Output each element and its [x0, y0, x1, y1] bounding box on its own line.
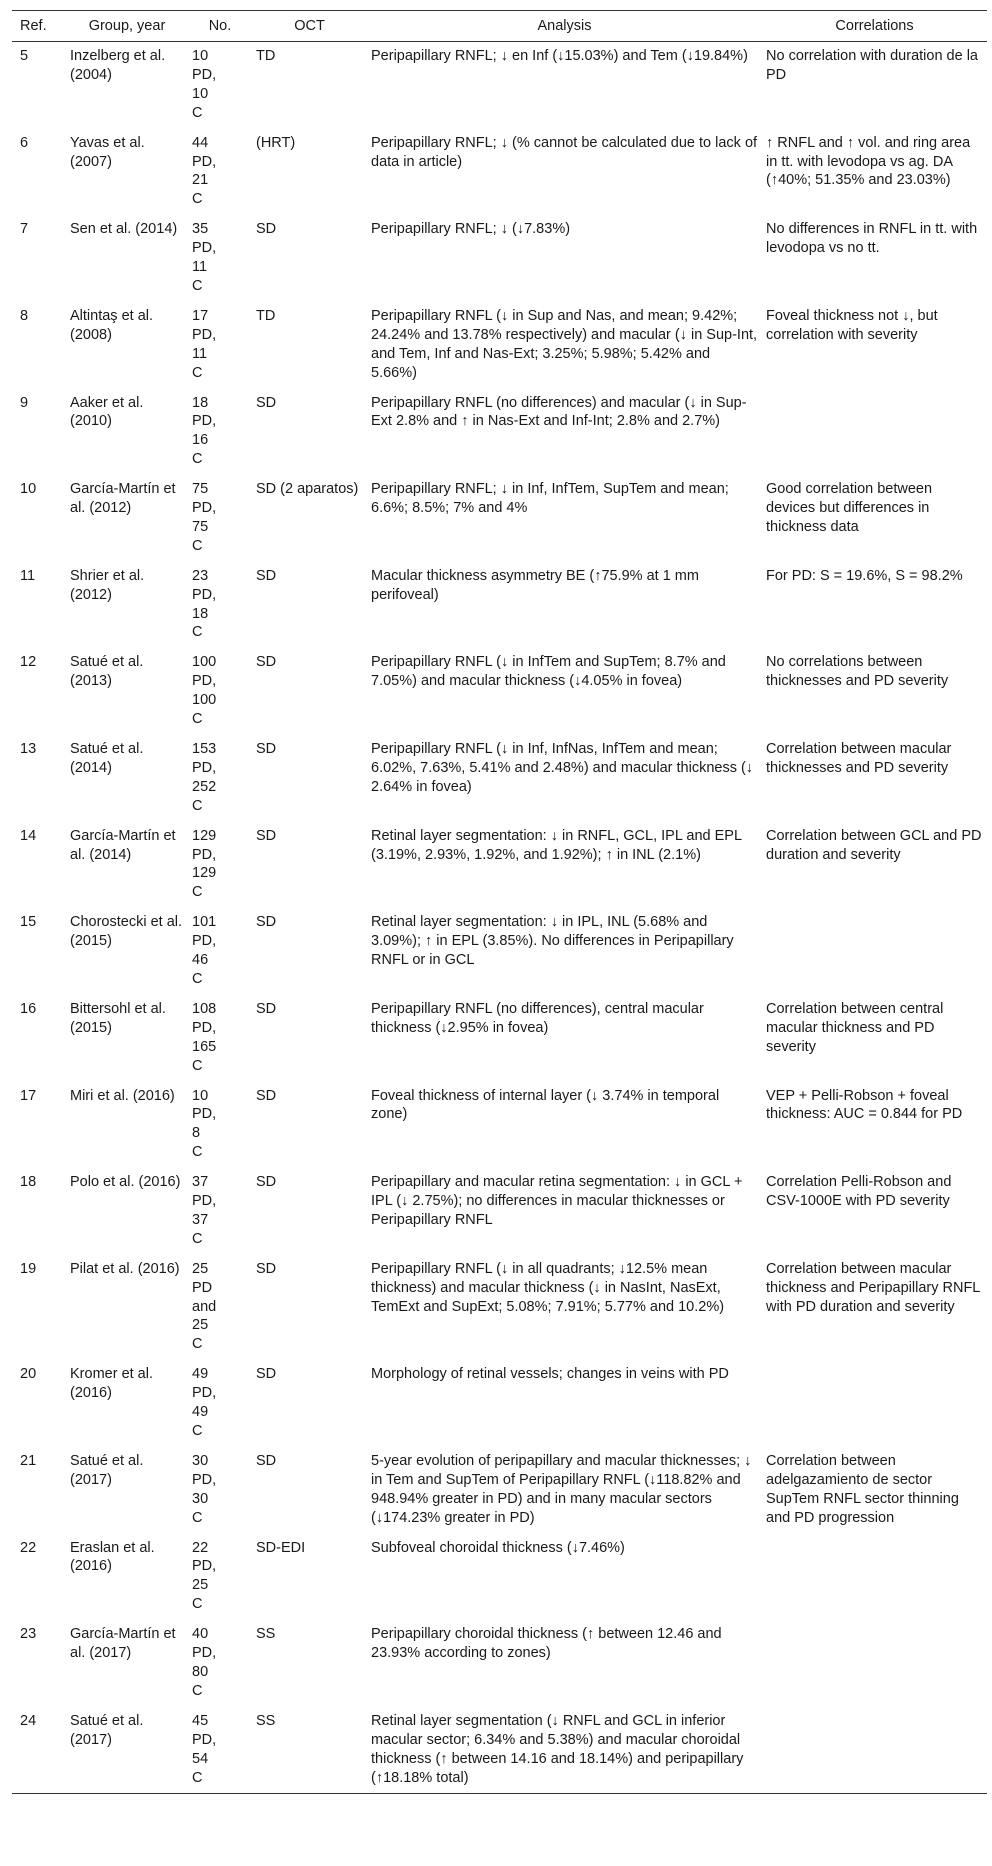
cell-no-line: PD,	[192, 846, 217, 863]
cell-no-line: C	[192, 537, 203, 554]
cell-no-line: C	[192, 1057, 203, 1074]
cell-analysis: Retinal layer segmentation (↓ RNFL and GCL in inferior macular sector; 6.34% and 5.38%) and macular choroidal thickness (↑ between 14.16 and 18.14%) and peripapillary (↑18.18% total)	[371, 1712, 744, 1786]
cell-no	[188, 1082, 252, 1169]
cell-analysis: Peripapillary RNFL (↓ in InfTem and SupTem; 8.7% and 7.05%) and macular thickness (↓4.05% in fovea)	[371, 654, 726, 690]
cell-correlations	[762, 1534, 987, 1621]
cell-no-line: C	[192, 1144, 203, 1161]
cell-no-line: 129	[192, 865, 217, 882]
cell-correlations	[762, 389, 987, 476]
cell-no-line: PD,	[192, 759, 217, 776]
cell-correlations: No differences in RNFL in tt. with levodopa vs no tt.	[766, 221, 978, 257]
table-row	[12, 1360, 987, 1447]
table-row	[12, 1168, 987, 1255]
cell-group-year: Satué et al. (2014)	[70, 741, 144, 776]
cell-no-line: 45	[192, 1712, 209, 1729]
cell-no-line: 25	[192, 1317, 209, 1334]
table-row	[12, 475, 987, 562]
cell-no-line: PD,	[192, 1106, 217, 1123]
header-group-year: Group, year	[66, 11, 188, 42]
table-row	[12, 735, 987, 822]
cell-no-line: PD,	[192, 240, 217, 257]
cell-no-line: C	[192, 1682, 203, 1699]
cell-no	[188, 1447, 252, 1534]
cell-no-line: 165	[192, 1038, 217, 1055]
cell-no	[188, 475, 252, 562]
cell-group-year: García-Martín et al. (2012)	[70, 481, 176, 517]
cell-no-line: C	[192, 1336, 203, 1353]
table-header	[12, 11, 987, 42]
cell-analysis: Peripapillary RNFL (↓ in Inf, InfNas, InfTem and mean; 6.02%, 7.63%, 5.41% and 2.48%) and macular thickness (↓ 2.64% in fovea)	[371, 741, 754, 795]
cell-no-line: 35	[192, 221, 209, 238]
cell-no-line: 23	[192, 567, 209, 584]
cell-no	[188, 42, 252, 129]
cell-correlations: Foveal thickness not ↓, but correlation with severity	[766, 307, 938, 343]
table-row	[12, 215, 987, 302]
table-row	[12, 1082, 987, 1169]
cell-group-year: Satué et al. (2013)	[70, 654, 144, 690]
cell-correlations: VEP + Pelli-Robson + foveal thickness: AUC = 0.844 for PD	[766, 1087, 963, 1123]
cell-ref: 18	[20, 1174, 37, 1191]
cell-ref: 7	[20, 221, 29, 238]
cell-group-year: Aaker et al. (2010)	[70, 394, 144, 430]
cell-ref: 6	[20, 134, 29, 151]
cell-ref: 19	[20, 1260, 37, 1277]
cell-ref: 11	[20, 567, 36, 584]
cell-no-line: 100	[192, 654, 217, 671]
cell-oct: SD	[256, 827, 277, 844]
cell-no-line: PD,	[192, 153, 217, 170]
cell-no-line: C	[192, 191, 203, 208]
cell-no-line: PD,	[192, 500, 217, 517]
cell-group-year: Satué et al. (2017)	[70, 1452, 144, 1488]
cell-no-line: 75	[192, 481, 209, 498]
cell-no-line: and	[192, 1298, 217, 1315]
table-row	[12, 1534, 987, 1621]
cell-no-line: C	[192, 711, 203, 728]
header-analysis: Analysis	[367, 11, 762, 42]
cell-no-line: PD,	[192, 1731, 217, 1748]
header-oct: OCT	[252, 11, 367, 42]
cell-ref: 15	[20, 914, 37, 931]
cell-no-line: C	[192, 1596, 203, 1613]
cell-correlations: No correlations between thicknesses and PD severity	[766, 654, 949, 690]
cell-ref: 17	[20, 1087, 37, 1104]
cell-no	[188, 735, 252, 822]
table-row	[12, 129, 987, 216]
cell-no-line: 252	[192, 778, 217, 795]
cell-group-year: Kromer et al. (2016)	[70, 1366, 153, 1402]
cell-oct: SD-EDI	[256, 1539, 306, 1556]
cell-no-line: 8	[192, 1125, 201, 1142]
cell-oct: SD	[256, 394, 277, 411]
cell-analysis: Morphology of retinal vessels; changes in veins with PD	[371, 1366, 729, 1383]
cell-correlations: Correlation between macular thicknesses and PD severity	[766, 741, 952, 776]
cell-oct: SD	[256, 1174, 277, 1191]
cell-group-year: García-Martín et al. (2017)	[70, 1626, 176, 1662]
cell-analysis: Foveal thickness of internal layer (↓ 3.74% in temporal zone)	[371, 1087, 720, 1123]
cell-analysis: Peripapillary choroidal thickness (↑ between 12.46 and 23.93% according to zones)	[371, 1626, 722, 1662]
cell-no-line: PD,	[192, 933, 217, 950]
cell-no-line: 80	[192, 1663, 209, 1680]
cell-group-year: Sen et al. (2014)	[70, 221, 178, 238]
cell-correlations: Correlation between macular thickness and Peripapillary RNFL with PD duration and severity	[766, 1260, 980, 1315]
cell-oct: SS	[256, 1626, 276, 1643]
header-row	[12, 11, 987, 42]
cell-no-line: PD,	[192, 586, 217, 603]
cell-correlations	[762, 1360, 987, 1447]
cell-no	[188, 1168, 252, 1255]
header-correlations: Correlations	[762, 11, 987, 42]
cell-no-line: 22	[192, 1539, 209, 1556]
oct-studies-table	[12, 10, 987, 1794]
cell-no-line: 17	[192, 307, 209, 324]
cell-analysis: Peripapillary RNFL; ↓ en Inf (↓15.03%) and Tem (↓19.84%)	[371, 48, 748, 64]
cell-no	[188, 302, 252, 389]
cell-no-line: C	[192, 364, 203, 381]
cell-analysis: Retinal layer segmentation: ↓ in IPL, INL (5.68% and 3.09%); ↑ in EPL (3.85%). No differences in Peripapillary RNFL or in GCL	[371, 914, 734, 969]
cell-ref: 16	[20, 1000, 37, 1017]
cell-no	[188, 1707, 252, 1794]
cell-ref: 12	[20, 654, 37, 671]
cell-no-line: PD,	[192, 326, 217, 343]
table-row	[12, 42, 987, 129]
cell-no-line: 37	[192, 1211, 209, 1228]
cell-no	[188, 648, 252, 735]
cell-group-year: García-Martín et al. (2014)	[70, 827, 176, 863]
table-row	[12, 302, 987, 389]
cell-analysis: Peripapillary RNFL (↓ in all quadrants; ↓12.5% mean thickness) and macular thickness (↓ in NasInt, NasExt, TemExt and SupExt; 5.08%; 7.91%; 5.77% and 10.2%)	[371, 1260, 725, 1315]
cell-no-line: 153	[192, 741, 217, 757]
table-row	[12, 908, 987, 995]
cell-no-line: 37	[192, 1174, 209, 1191]
table-row	[12, 1707, 987, 1794]
cell-oct: SD	[256, 914, 277, 931]
table-row	[12, 562, 987, 649]
cell-oct: SD (2 aparatos)	[256, 481, 359, 498]
cell-no-line: 18	[192, 605, 209, 622]
cell-no-line: C	[192, 1509, 203, 1526]
cell-no-line: PD,	[192, 1645, 217, 1662]
cell-oct: SD	[256, 741, 277, 757]
cell-no-line: 18	[192, 394, 209, 411]
cell-group-year: Bittersohl et al. (2015)	[70, 1000, 166, 1036]
cell-ref: 8	[20, 307, 29, 324]
cell-group-year: Chorostecki et al. (2015)	[70, 914, 183, 950]
cell-no	[188, 389, 252, 476]
cell-group-year: Yavas et al. (2007)	[70, 134, 145, 170]
cell-group-year: Miri et al. (2016)	[70, 1087, 175, 1104]
cell-analysis: Macular thickness asymmetry BE (↑75.9% at 1 mm perifoveal)	[371, 567, 699, 603]
cell-analysis: Peripapillary RNFL; ↓ in Inf, InfTem, SupTem and mean; 6.6%; 8.5%; 7% and 4%	[371, 481, 729, 517]
cell-no-line: PD,	[192, 66, 217, 83]
cell-correlations: ↑ RNFL and ↑ vol. and ring area in tt. with levodopa vs ag. DA (↑40%; 51.35% and 23.03%)	[766, 134, 971, 189]
cell-no	[188, 215, 252, 302]
cell-no-line: 16	[192, 432, 209, 449]
cell-no-line: C	[192, 884, 203, 901]
cell-analysis: Peripapillary RNFL; ↓ (% cannot be calculated due to lack of data in article)	[371, 134, 758, 170]
cell-ref: 20	[20, 1366, 37, 1383]
cell-no-line: 25	[192, 1260, 209, 1277]
cell-no-line: 75	[192, 518, 209, 535]
cell-no	[188, 562, 252, 649]
cell-no-line: C	[192, 797, 203, 814]
cell-no-line: C	[192, 1230, 203, 1247]
cell-no-line: 30	[192, 1452, 209, 1469]
cell-group-year: Inzelberg et al. (2004)	[70, 48, 166, 83]
cell-analysis: Peripapillary RNFL (no differences), central macular thickness (↓2.95% in fovea)	[371, 1000, 704, 1036]
cell-no-line: C	[192, 451, 203, 468]
cell-oct: SD	[256, 1000, 277, 1017]
cell-no-line: 101	[192, 914, 217, 931]
cell-correlations: No correlation with duration de la PD	[766, 48, 978, 83]
cell-oct: SD	[256, 1452, 277, 1469]
cell-no	[188, 1360, 252, 1447]
cell-ref: 24	[20, 1712, 37, 1729]
cell-oct: SD	[256, 1087, 277, 1104]
cell-no-line: 11	[192, 345, 208, 362]
cell-group-year: Polo et al. (2016)	[70, 1174, 181, 1191]
cell-no-line: 30	[192, 1490, 209, 1507]
table-container	[12, 10, 987, 1794]
cell-no-line: 10	[192, 48, 209, 64]
cell-oct: TD	[256, 307, 276, 324]
cell-oct: SD	[256, 1366, 277, 1383]
cell-ref: 9	[20, 394, 29, 411]
cell-correlations	[762, 1707, 987, 1794]
cell-correlations: Correlation Pelli-Robson and CSV-1000E with PD severity	[766, 1174, 952, 1210]
cell-analysis: Peripapillary RNFL (↓ in Sup and Nas, and mean; 9.42%; 24.24% and 13.78% respectively) and macular (↓ in Sup-Int, and Tem, Inf and Nas-Ext; 3.25%; 5.98%; 5.42% and 5.66%)	[371, 307, 758, 381]
cell-no-line: 40	[192, 1626, 209, 1643]
cell-no	[188, 995, 252, 1082]
cell-no-line: 10	[192, 1087, 209, 1104]
cell-no	[188, 1255, 252, 1361]
cell-correlations: Correlation between adelgazamiento de sector SupTem RNFL sector thinning and PD progression	[766, 1452, 959, 1526]
cell-no-line: PD,	[192, 1193, 217, 1210]
cell-ref: 14	[20, 827, 37, 844]
table-row	[12, 389, 987, 476]
cell-no-line: PD,	[192, 673, 217, 690]
cell-correlations	[762, 908, 987, 995]
cell-no-line: 54	[192, 1750, 209, 1767]
cell-oct: (HRT)	[256, 134, 296, 151]
cell-oct: SS	[256, 1712, 276, 1729]
cell-no-line: 25	[192, 1577, 209, 1594]
cell-analysis: Retinal layer segmentation: ↓ in RNFL, GCL, IPL and EPL (3.19%, 2.93%, 1.92%, and 1.92%); ↑ in INL (2.1%)	[371, 827, 742, 863]
table-row	[12, 648, 987, 735]
cell-oct: SD	[256, 221, 277, 238]
cell-ref: 22	[20, 1539, 37, 1556]
cell-oct: SD	[256, 654, 277, 671]
cell-group-year: Eraslan et al. (2016)	[70, 1539, 155, 1575]
cell-oct: TD	[256, 48, 276, 64]
cell-no-line: 21	[192, 172, 209, 189]
cell-no-line: 46	[192, 952, 209, 969]
cell-correlations	[762, 1620, 987, 1707]
cell-no-line: C	[192, 970, 203, 987]
cell-no-line: PD,	[192, 1385, 217, 1402]
cell-group-year: Shrier et al. (2012)	[70, 567, 145, 603]
cell-no	[188, 1620, 252, 1707]
cell-no-line: PD,	[192, 1558, 217, 1575]
cell-analysis: 5-year evolution of peripapillary and macular thicknesses; ↓ in Tem and SupTem of Peripapillary RNFL (↓118.82% and 948.94% greater in PD) and in many macular sectors (↓174.23% greater in PD)	[371, 1452, 752, 1526]
cell-no-line: 100	[192, 692, 217, 709]
cell-no-line: 49	[192, 1366, 209, 1383]
table-row	[12, 822, 987, 909]
table-body	[12, 42, 987, 1794]
cell-correlations: Good correlation between devices but differences in thickness data	[766, 481, 933, 535]
cell-no	[188, 129, 252, 216]
cell-no-line: 49	[192, 1404, 209, 1421]
cell-no-line: 11	[192, 259, 208, 276]
cell-no-line: 129	[192, 827, 217, 844]
cell-analysis: Peripapillary RNFL (no differences) and macular (↓ in Sup-Ext 2.8% and ↑ in Nas-Ext and Inf-Int; 2.8% and 2.7%)	[371, 394, 747, 430]
cell-oct: SD	[256, 1260, 277, 1277]
cell-no	[188, 822, 252, 909]
cell-no-line: PD,	[192, 413, 217, 430]
cell-no-line: PD	[192, 1279, 213, 1296]
cell-group-year: Altintaş et al. (2008)	[70, 307, 154, 343]
table-row	[12, 1447, 987, 1534]
table-row	[12, 1255, 987, 1361]
table-row	[12, 995, 987, 1082]
cell-no-line: PD,	[192, 1471, 217, 1488]
cell-group-year: Pilat et al. (2016)	[70, 1260, 180, 1277]
cell-no-line: 10	[192, 85, 209, 102]
cell-analysis: Peripapillary RNFL; ↓ (↓7.83%)	[371, 221, 571, 238]
cell-no-line: 108	[192, 1000, 217, 1017]
cell-ref: 21	[20, 1452, 37, 1469]
cell-correlations: Correlation between GCL and PD duration and severity	[766, 827, 982, 863]
cell-correlations: Correlation between central macular thickness and PD severity	[766, 1000, 944, 1055]
cell-no	[188, 1534, 252, 1621]
cell-analysis: Subfoveal choroidal thickness (↓7.46%)	[371, 1539, 625, 1556]
cell-no-line: C	[192, 624, 203, 641]
cell-ref: 23	[20, 1626, 37, 1643]
header-ref: Ref.	[12, 11, 66, 42]
cell-no-line: C	[192, 1769, 203, 1786]
cell-correlations: For PD: S = 19.6%, S = 98.2%	[766, 567, 963, 584]
cell-oct: SD	[256, 567, 277, 584]
cell-no-line: 44	[192, 134, 209, 151]
cell-analysis: Peripapillary and macular retina segmentation: ↓ in GCL + IPL (↓ 2.75%); no differences in macular thicknesses or Peripapillary RNFL	[371, 1174, 743, 1228]
cell-ref: 10	[20, 481, 37, 498]
table-row	[12, 1620, 987, 1707]
header-no: No.	[188, 11, 252, 42]
cell-no-line: C	[192, 104, 203, 121]
cell-no	[188, 908, 252, 995]
cell-ref: 5	[20, 48, 29, 64]
cell-no-line: C	[192, 1423, 203, 1439]
cell-no-line: C	[192, 277, 203, 294]
cell-ref: 13	[20, 741, 37, 757]
cell-no-line: PD,	[192, 1019, 217, 1036]
cell-group-year: Satué et al. (2017)	[70, 1712, 144, 1748]
